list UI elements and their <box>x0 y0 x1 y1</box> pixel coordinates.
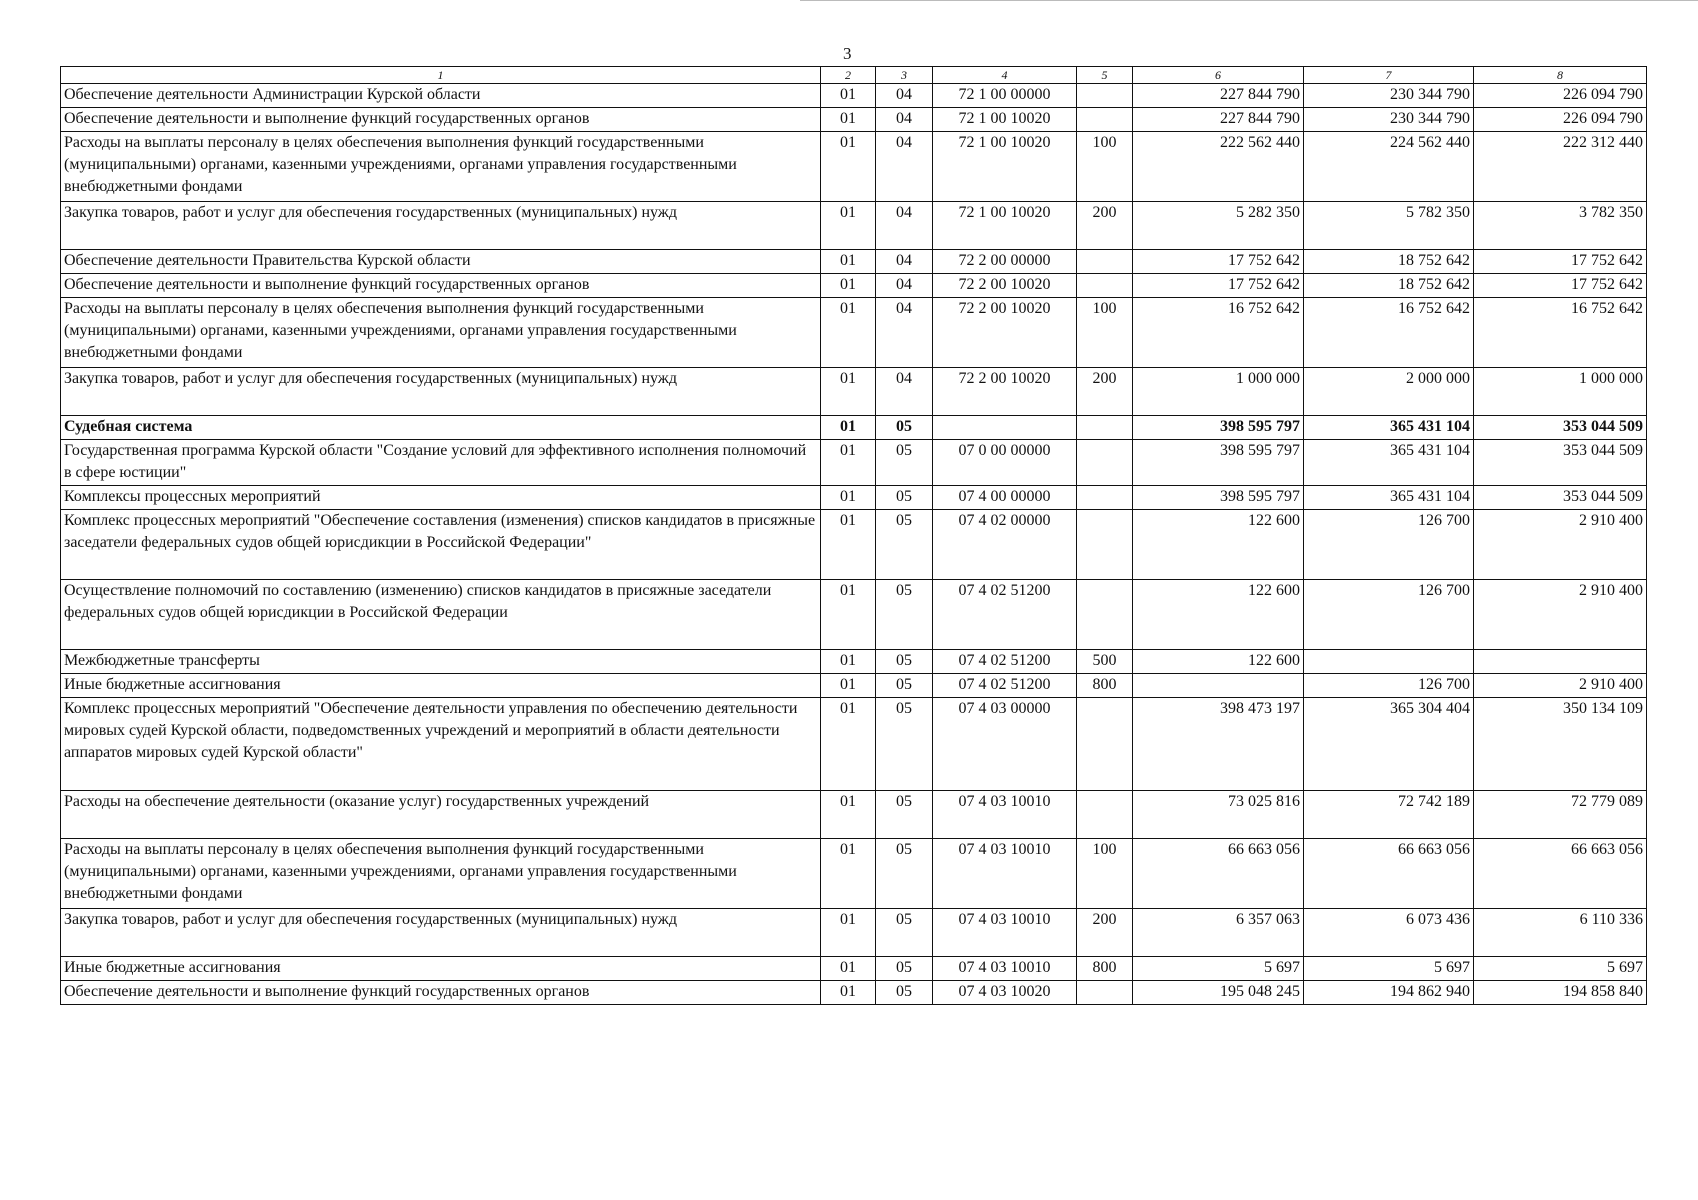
amount-col7-cell: 72 742 189 <box>1304 791 1474 839</box>
amount-col8-cell: 17 752 642 <box>1474 250 1647 274</box>
section-code-cell: 01 <box>821 957 876 981</box>
table-row <box>61 132 1647 202</box>
section-code-cell: 01 <box>821 981 876 1005</box>
table-row <box>61 486 1647 510</box>
amount-col8-cell: 226 094 790 <box>1474 84 1647 108</box>
column-number-cell: 3 <box>876 67 933 84</box>
expense-name-cell: Закупка товаров, работ и услуг для обеспечения государственных (муниципальных) нужд <box>61 202 821 250</box>
subsection-code-cell: 05 <box>876 674 933 698</box>
amount-col7-cell: 18 752 642 <box>1304 274 1474 298</box>
table-row <box>61 250 1647 274</box>
subsection-code-cell: 04 <box>876 202 933 250</box>
section-code-cell: 01 <box>821 132 876 202</box>
table-row <box>61 368 1647 416</box>
expense-type-cell <box>1077 486 1133 510</box>
amount-col8-cell: 2 910 400 <box>1474 674 1647 698</box>
section-code-cell: 01 <box>821 674 876 698</box>
amount-col7-cell: 230 344 790 <box>1304 84 1474 108</box>
expense-name-cell: Осуществление полномочий по составлению (изменению) списков кандидатов в присяжные заседатели федеральных судов общей юрисдикции в Российской Федерации <box>61 580 821 650</box>
table-row <box>61 580 1647 650</box>
expense-name-cell: Межбюджетные трансферты <box>61 650 821 674</box>
table-row <box>61 839 1647 909</box>
amount-col7-cell: 365 431 104 <box>1304 416 1474 440</box>
column-number-cell: 2 <box>821 67 876 84</box>
scan-top-rule <box>800 0 1698 1</box>
expense-name-cell: Расходы на выплаты персоналу в целях обеспечения выполнения функций государственными (муниципальными) органами, казенными учреждениями, органами управления государственными внебюджетными фондами <box>61 132 821 202</box>
expense-type-cell: 500 <box>1077 650 1133 674</box>
table-row <box>61 510 1647 580</box>
target-article-cell: 07 4 02 51200 <box>933 674 1077 698</box>
page-number: 3 <box>843 44 852 63</box>
target-article-cell: 72 1 00 10020 <box>933 202 1077 250</box>
amount-col6-cell: 122 600 <box>1133 650 1304 674</box>
amount-col8-cell: 353 044 509 <box>1474 416 1647 440</box>
amount-col6-cell: 227 844 790 <box>1133 108 1304 132</box>
amount-col6-cell: 398 595 797 <box>1133 416 1304 440</box>
target-article-cell: 72 2 00 10020 <box>933 274 1077 298</box>
amount-col6-cell: 122 600 <box>1133 580 1304 650</box>
expense-name-cell: Обеспечение деятельности и выполнение функций государственных органов <box>61 108 821 132</box>
amount-col6-cell: 398 473 197 <box>1133 698 1304 791</box>
expense-name-cell: Обеспечение деятельности Администрации Курской области <box>61 84 821 108</box>
table-row <box>61 650 1647 674</box>
amount-col6-cell: 73 025 816 <box>1133 791 1304 839</box>
column-number-cell: 8 <box>1474 67 1647 84</box>
subsection-code-cell: 05 <box>876 698 933 791</box>
amount-col8-cell: 6 110 336 <box>1474 909 1647 957</box>
section-code-cell: 01 <box>821 108 876 132</box>
amount-col8-cell: 1 000 000 <box>1474 368 1647 416</box>
expense-name-cell: Расходы на выплаты персоналу в целях обеспечения выполнения функций государственными (муниципальными) органами, казенными учреждениями, органами управления государственными внебюджетными фондами <box>61 839 821 909</box>
amount-col8-cell: 5 697 <box>1474 957 1647 981</box>
target-article-cell: 07 4 02 51200 <box>933 580 1077 650</box>
target-article-cell: 07 4 03 10020 <box>933 981 1077 1005</box>
column-number-cell: 6 <box>1133 67 1304 84</box>
expense-type-cell: 800 <box>1077 957 1133 981</box>
section-code-cell: 01 <box>821 274 876 298</box>
amount-col6-cell: 222 562 440 <box>1133 132 1304 202</box>
table-row <box>61 909 1647 957</box>
amount-col6-cell: 17 752 642 <box>1133 250 1304 274</box>
expense-type-cell: 200 <box>1077 909 1133 957</box>
amount-col7-cell: 224 562 440 <box>1304 132 1474 202</box>
amount-col8-cell: 16 752 642 <box>1474 298 1647 368</box>
target-article-cell: 07 4 00 00000 <box>933 486 1077 510</box>
amount-col6-cell: 227 844 790 <box>1133 84 1304 108</box>
subsection-code-cell: 04 <box>876 368 933 416</box>
expense-name-cell: Расходы на выплаты персоналу в целях обеспечения выполнения функций государственными (муниципальными) органами, казенными учреждениями, органами управления государственными внебюджетными фондами <box>61 298 821 368</box>
subsection-code-cell: 05 <box>876 981 933 1005</box>
expense-type-cell: 100 <box>1077 298 1133 368</box>
expense-name-cell: Обеспечение деятельности и выполнение функций государственных органов <box>61 274 821 298</box>
expense-name-cell: Комплекс процессных мероприятий "Обеспечение деятельности управления по обеспечению деятельности мировых судей Курской области, подведомственных учреждений и мероприятий в области деятельности аппаратов мировых судей Курской области" <box>61 698 821 791</box>
target-article-cell: 07 4 03 00000 <box>933 698 1077 791</box>
table-row <box>61 416 1647 440</box>
subsection-code-cell: 05 <box>876 909 933 957</box>
section-code-cell: 01 <box>821 368 876 416</box>
column-number-cell: 4 <box>933 67 1077 84</box>
subsection-code-cell: 05 <box>876 580 933 650</box>
subsection-code-cell: 04 <box>876 108 933 132</box>
amount-col7-cell: 5 697 <box>1304 957 1474 981</box>
target-article-cell: 07 4 02 51200 <box>933 650 1077 674</box>
expense-name-cell: Закупка товаров, работ и услуг для обеспечения государственных (муниципальных) нужд <box>61 909 821 957</box>
table-row <box>61 108 1647 132</box>
amount-col6-cell: 195 048 245 <box>1133 981 1304 1005</box>
subsection-code-cell: 05 <box>876 486 933 510</box>
amount-col7-cell: 365 431 104 <box>1304 486 1474 510</box>
expense-name-cell: Обеспечение деятельности Правительства Курской области <box>61 250 821 274</box>
expense-type-cell: 200 <box>1077 368 1133 416</box>
subsection-code-cell: 05 <box>876 839 933 909</box>
expense-type-cell <box>1077 416 1133 440</box>
subsection-code-cell: 05 <box>876 650 933 674</box>
table-row <box>61 274 1647 298</box>
expense-name-cell: Расходы на обеспечение деятельности (оказание услуг) государственных учреждений <box>61 791 821 839</box>
amount-col8-cell: 66 663 056 <box>1474 839 1647 909</box>
table-row <box>61 957 1647 981</box>
amount-col8-cell: 2 910 400 <box>1474 510 1647 580</box>
target-article-cell: 07 4 03 10010 <box>933 957 1077 981</box>
target-article-cell: 72 2 00 10020 <box>933 298 1077 368</box>
table-row <box>61 440 1647 486</box>
expense-type-cell <box>1077 791 1133 839</box>
amount-col8-cell: 2 910 400 <box>1474 580 1647 650</box>
amount-col7-cell: 126 700 <box>1304 674 1474 698</box>
amount-col7-cell: 126 700 <box>1304 580 1474 650</box>
section-code-cell: 01 <box>821 202 876 250</box>
target-article-cell: 07 4 03 10010 <box>933 839 1077 909</box>
subsection-code-cell: 04 <box>876 250 933 274</box>
amount-col6-cell: 5 697 <box>1133 957 1304 981</box>
amount-col7-cell: 2 000 000 <box>1304 368 1474 416</box>
table-row <box>61 791 1647 839</box>
amount-col7-cell: 230 344 790 <box>1304 108 1474 132</box>
expense-name-cell: Судебная система <box>61 416 821 440</box>
amount-col8-cell: 72 779 089 <box>1474 791 1647 839</box>
amount-col8-cell: 353 044 509 <box>1474 486 1647 510</box>
subsection-code-cell: 05 <box>876 416 933 440</box>
section-code-cell: 01 <box>821 510 876 580</box>
subsection-code-cell: 04 <box>876 132 933 202</box>
table-row <box>61 84 1647 108</box>
amount-col6-cell: 122 600 <box>1133 510 1304 580</box>
expense-name-cell: Обеспечение деятельности и выполнение функций государственных органов <box>61 981 821 1005</box>
table-row <box>61 202 1647 250</box>
expense-type-cell <box>1077 274 1133 298</box>
table-row <box>61 698 1647 791</box>
amount-col8-cell: 222 312 440 <box>1474 132 1647 202</box>
target-article-cell: 72 2 00 10020 <box>933 368 1077 416</box>
target-article-cell: 07 4 03 10010 <box>933 909 1077 957</box>
expense-name-cell: Государственная программа Курской области "Создание условий для эффективного исполнения полномочий в сфере юстиции" <box>61 440 821 486</box>
amount-col6-cell: 1 000 000 <box>1133 368 1304 416</box>
subsection-code-cell: 05 <box>876 957 933 981</box>
amount-col6-cell: 6 357 063 <box>1133 909 1304 957</box>
amount-col7-cell: 6 073 436 <box>1304 909 1474 957</box>
amount-col8-cell: 3 782 350 <box>1474 202 1647 250</box>
amount-col8-cell: 353 044 509 <box>1474 440 1647 486</box>
subsection-code-cell: 05 <box>876 510 933 580</box>
expense-type-cell <box>1077 981 1133 1005</box>
table-row <box>61 298 1647 368</box>
section-code-cell: 01 <box>821 650 876 674</box>
expense-type-cell <box>1077 108 1133 132</box>
amount-col6-cell: 398 595 797 <box>1133 440 1304 486</box>
amount-col6-cell: 66 663 056 <box>1133 839 1304 909</box>
expense-name-cell: Комплекс процессных мероприятий "Обеспечение составления (изменения) списков кандидатов в присяжные заседатели федеральных судов общей юрисдикции в Российской Федерации" <box>61 510 821 580</box>
column-number-cell: 5 <box>1077 67 1133 84</box>
section-code-cell: 01 <box>821 298 876 368</box>
table-row <box>61 981 1647 1005</box>
amount-col8-cell: 194 858 840 <box>1474 981 1647 1005</box>
expense-name-cell: Иные бюджетные ассигнования <box>61 957 821 981</box>
amount-col7-cell: 365 431 104 <box>1304 440 1474 486</box>
target-article-cell <box>933 416 1077 440</box>
subsection-code-cell: 05 <box>876 440 933 486</box>
amount-col7-cell: 5 782 350 <box>1304 202 1474 250</box>
amount-col8-cell <box>1474 650 1647 674</box>
amount-col6-cell: 398 595 797 <box>1133 486 1304 510</box>
expense-type-cell <box>1077 440 1133 486</box>
expense-name-cell: Иные бюджетные ассигнования <box>61 674 821 698</box>
amount-col7-cell <box>1304 650 1474 674</box>
expense-type-cell <box>1077 698 1133 791</box>
amount-col7-cell: 18 752 642 <box>1304 250 1474 274</box>
expense-name-cell: Закупка товаров, работ и услуг для обеспечения государственных (муниципальных) нужд <box>61 368 821 416</box>
section-code-cell: 01 <box>821 440 876 486</box>
subsection-code-cell: 04 <box>876 274 933 298</box>
subsection-code-cell: 04 <box>876 84 933 108</box>
section-code-cell: 01 <box>821 698 876 791</box>
amount-col8-cell: 350 134 109 <box>1474 698 1647 791</box>
target-article-cell: 72 1 00 00000 <box>933 84 1077 108</box>
amount-col7-cell: 194 862 940 <box>1304 981 1474 1005</box>
target-article-cell: 72 1 00 10020 <box>933 108 1077 132</box>
section-code-cell: 01 <box>821 250 876 274</box>
subsection-code-cell: 05 <box>876 791 933 839</box>
subsection-code-cell: 04 <box>876 298 933 368</box>
expense-type-cell <box>1077 510 1133 580</box>
column-number-row <box>61 67 1647 84</box>
section-code-cell: 01 <box>821 791 876 839</box>
target-article-cell: 72 2 00 00000 <box>933 250 1077 274</box>
amount-col7-cell: 126 700 <box>1304 510 1474 580</box>
section-code-cell: 01 <box>821 839 876 909</box>
amount-col7-cell: 66 663 056 <box>1304 839 1474 909</box>
expense-type-cell <box>1077 84 1133 108</box>
section-code-cell: 01 <box>821 909 876 957</box>
amount-col6-cell: 16 752 642 <box>1133 298 1304 368</box>
budget-table-container <box>60 66 1646 1005</box>
section-code-cell: 01 <box>821 580 876 650</box>
target-article-cell: 07 4 03 10010 <box>933 791 1077 839</box>
expense-type-cell <box>1077 250 1133 274</box>
amount-col6-cell <box>1133 674 1304 698</box>
amount-col7-cell: 365 304 404 <box>1304 698 1474 791</box>
table-body <box>61 67 1647 1005</box>
amount-col8-cell: 17 752 642 <box>1474 274 1647 298</box>
section-code-cell: 01 <box>821 416 876 440</box>
target-article-cell: 07 0 00 00000 <box>933 440 1077 486</box>
expense-type-cell <box>1077 580 1133 650</box>
amount-col8-cell: 226 094 790 <box>1474 108 1647 132</box>
section-code-cell: 01 <box>821 486 876 510</box>
budget-table <box>60 66 1647 1005</box>
expense-type-cell: 800 <box>1077 674 1133 698</box>
expense-type-cell: 100 <box>1077 839 1133 909</box>
amount-col6-cell: 5 282 350 <box>1133 202 1304 250</box>
section-code-cell: 01 <box>821 84 876 108</box>
expense-type-cell: 100 <box>1077 132 1133 202</box>
target-article-cell: 72 1 00 10020 <box>933 132 1077 202</box>
column-number-cell: 1 <box>61 67 821 84</box>
expense-name-cell: Комплексы процессных мероприятий <box>61 486 821 510</box>
column-number-cell: 7 <box>1304 67 1474 84</box>
amount-col6-cell: 17 752 642 <box>1133 274 1304 298</box>
table-row <box>61 674 1647 698</box>
expense-type-cell: 200 <box>1077 202 1133 250</box>
amount-col7-cell: 16 752 642 <box>1304 298 1474 368</box>
target-article-cell: 07 4 02 00000 <box>933 510 1077 580</box>
